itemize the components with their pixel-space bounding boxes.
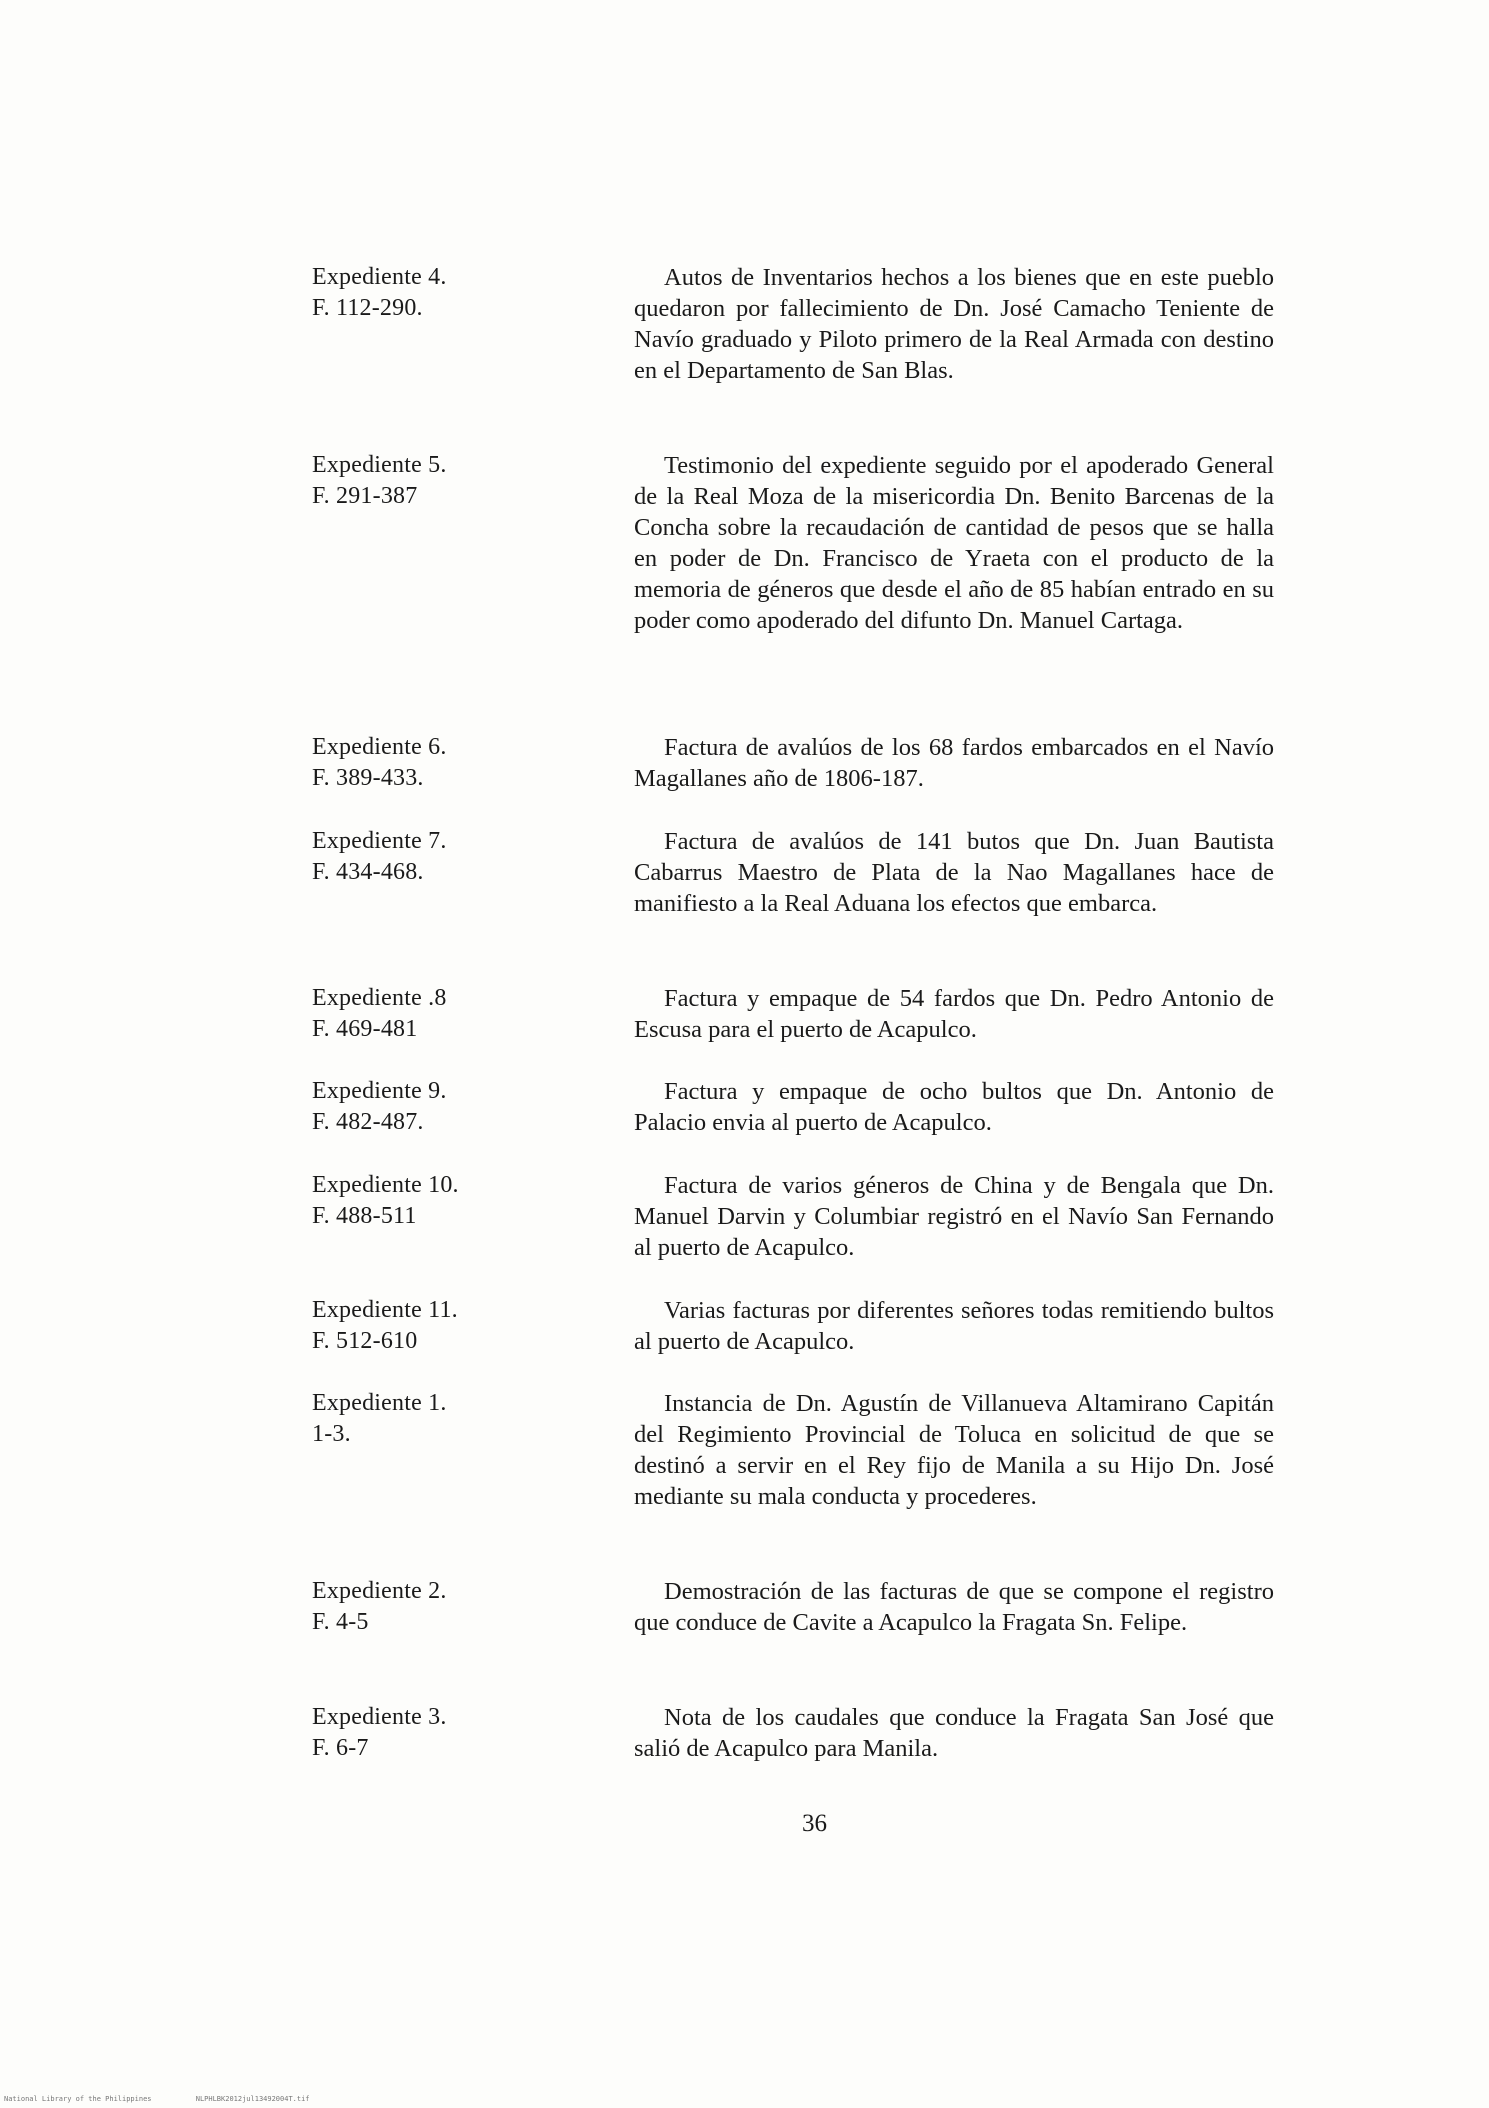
entry-reference xyxy=(312,1388,522,1450)
expediente-label: Expediente 11. xyxy=(312,1297,458,1323)
folio-range: F. 6-7 xyxy=(312,1735,369,1761)
folio-range: F. 512-610 xyxy=(312,1328,418,1354)
entry-description: Nota de los caudales que conduce la Fragata San José que salió de Acapulco para Manila. xyxy=(634,1704,1274,1762)
entry-reference xyxy=(312,732,522,794)
expediente-label: Expediente 6. xyxy=(312,734,447,760)
footer-source: National Library of the Philippines xyxy=(4,2095,152,2103)
expediente-label: Expediente 2. xyxy=(312,1578,447,1604)
expediente-label: Expediente .8 xyxy=(312,985,447,1011)
entry-reference xyxy=(312,262,522,324)
entry-description: Factura y empaque de ocho bultos que Dn. Antonio de Palacio envia al puerto de Acapulco. xyxy=(634,1078,1274,1136)
scan-footer xyxy=(4,2095,350,2103)
folio-range: F. 469-481 xyxy=(312,1016,418,1042)
expediente-label: Expediente 3. xyxy=(312,1704,447,1730)
entry-reference xyxy=(312,1576,522,1638)
expediente-label: Expediente 7. xyxy=(312,828,447,854)
folio-range: 1-3. xyxy=(312,1421,351,1447)
page-number: 36 xyxy=(802,1810,827,1837)
entry-reference xyxy=(312,826,522,888)
folio-range: F. 291-387 xyxy=(312,483,418,509)
footer-file: NLPHLBK2012jul13492004T.tif xyxy=(195,2095,310,2103)
entry-description: Varias facturas por diferentes señores todas remitiendo bultos al puerto de Acapulco. xyxy=(634,1297,1274,1355)
entry-description: Factura de avalúos de los 68 fardos embarcados en el Navío Magallanes año de 1806-187. xyxy=(634,734,1274,792)
entry-reference xyxy=(312,1295,522,1357)
entry-reference xyxy=(312,1702,522,1764)
entry-reference xyxy=(312,1076,522,1138)
folio-range: F. 488-511 xyxy=(312,1203,417,1229)
folio-range: F. 482-487. xyxy=(312,1109,424,1135)
entry-description: Factura de varios géneros de China y de Bengala que Dn. Manuel Darvin y Columbiar registró en el Navío San Fernando al puerto de Acapulco. xyxy=(634,1172,1274,1261)
entry-reference xyxy=(312,450,522,512)
expediente-label: Expediente 10. xyxy=(312,1172,459,1198)
expediente-label: Expediente 5. xyxy=(312,452,447,478)
expediente-label: Expediente 1. xyxy=(312,1390,447,1416)
folio-range: F. 4-5 xyxy=(312,1609,369,1635)
entry-description: Instancia de Dn. Agustín de Villanueva Altamirano Capitán del Regimiento Provincial de Toluca en solicitud de que se destinó a servir en el Rey fijo de Manila a su Hijo Dn. José mediante su mala conducta y procederes. xyxy=(634,1390,1274,1510)
entry-description: Factura de avalúos de 141 butos que Dn. Juan Bautista Cabarrus Maestro de Plata de la Nao Magallanes hace de manifiesto a la Real Aduana los efectos que embarca. xyxy=(634,828,1274,917)
expediente-label: Expediente 4. xyxy=(312,264,447,290)
expediente-label: Expediente 9. xyxy=(312,1078,447,1104)
entry-reference xyxy=(312,983,522,1045)
folio-range: F. 112-290. xyxy=(312,295,423,321)
entry-description: Factura y empaque de 54 fardos que Dn. Pedro Antonio de Escusa para el puerto de Acapulco. xyxy=(634,985,1274,1043)
folio-range: F. 389-433. xyxy=(312,765,424,791)
entry-description: Demostración de las facturas de que se compone el registro que conduce de Cavite a Acapulco la Fragata Sn. Felipe. xyxy=(634,1578,1274,1636)
entry-reference xyxy=(312,1170,522,1232)
entry-description: Testimonio del expediente seguido por el apoderado General de la Real Moza de la misericordia Dn. Benito Barcenas de la Concha sobre la recaudación de cantidad de pesos que se halla en poder de Dn. Francisco de Yraeta con el producto de la memoria de géneros que desde el año de 85 habían entrado en su poder como apoderado del difunto Dn. Manuel Cartaga. xyxy=(634,452,1274,634)
folio-range: F. 434-468. xyxy=(312,859,424,885)
entry-description: Autos de Inventarios hechos a los bienes que en este pueblo quedaron por fallecimiento de Dn. José Camacho Teniente de Navío graduado y Piloto primero de la Real Armada con destino en el Departamento de San Blas. xyxy=(634,264,1274,384)
